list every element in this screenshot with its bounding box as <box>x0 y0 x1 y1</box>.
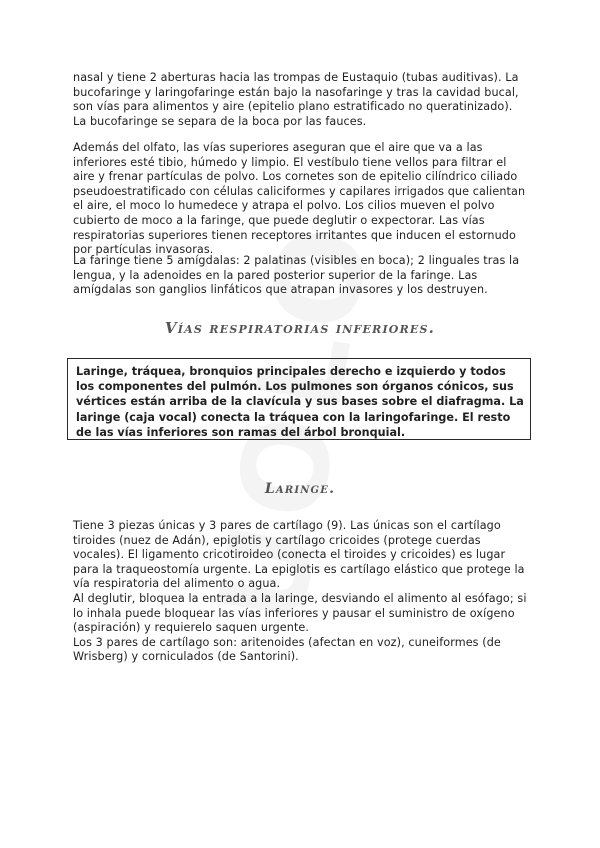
paragraph-laringe-pares: Los 3 pares de cartílago son: aritenoides (afectan en voz), cuneiformes (de Wrisberg) y corniculados (de Santorini). <box>73 635 501 664</box>
paragraph-funciones-vias-superiores: Además del olfato, las vías superiores aseguran que el aire que va a las inferiores esté tibio, húmedo y limpio. El vestíbulo tiene vellos para filtrar el aire y frenar partículas de polvo. Los cornetes son de epitelio cilíndrico ciliado pseudoestratificado con células caliciformes y capilares irrigados que calientan el aire, el moco lo humedece y atrapa el polvo. Los cilios mueven el polvo cubierto de moco a la faringe, que puede deglutir o expectorar. Las vías respiratorias superiores tienen receptores irritantes que inducen el estornudo por partículas invasoras. <box>73 141 526 257</box>
summary-box-vias-inferiores: Laringe, tráquea, bronquios principales derecho e izquierdo y todos los componentes del pulmón. Los pulmones son órganos cónicos, sus vértices están arriba de la clavícula y sus bases sobre el diafragma. La laringe (caja vocal) conecta la tráquea con la laringofaringe. El resto de las vías inferiores son ramas del árbol bronquial. <box>67 358 531 440</box>
heading-laringe: Laringe. <box>264 481 336 497</box>
laringe-section-body <box>73 519 529 665</box>
paragraph-laringe-cartilagos: Tiene 3 piezas únicas y 3 pares de cartílago (9). Las únicas son el cartílago tiroides (nuez de Adán), epiglotis y cartílago cricoides (protege cuerdas vocales). El ligamento cricotiroideo (conecta el tiroides y cricoides) es lugar para la traqueostomía urgente. La epiglotis es cartílago elástico que protege la vía respiratoria del alimento o agua. <box>73 519 525 591</box>
paragraph-faringe-partes: nasal y tiene 2 aberturas hacia las trompas de Eustaquio (tubas auditivas). La bucofaringe y laringofaringe están bajo la nasofaringe y tras la cavidad bucal, son vías para alimentos y aire (epitelio plano estratificado no queratinizado). La bucofaringe se separa de la boca por las fauces. <box>73 71 519 128</box>
paragraph-laringe-deglucion: Al deglutir, bloquea la entrada a la laringe, desviando el alimento al esófago; si lo inhala puede bloquear las vías inferiores y pausar el suministro de oxígeno (aspiración) y requierelo saquen urgente. <box>73 591 527 635</box>
paragraph-amigdalas: La faringe tiene 5 amígdalas: 2 palatinas (visibles en boca); 2 linguales tras la lengua, y la adenoides en la pared posterior superior de la faringe. Las amígdalas son ganglios linfáticos que atrapan invasores y los destruyen. <box>73 254 520 297</box>
heading-vias-inferiores: Vías respiratorias inferiores. <box>164 319 436 337</box>
